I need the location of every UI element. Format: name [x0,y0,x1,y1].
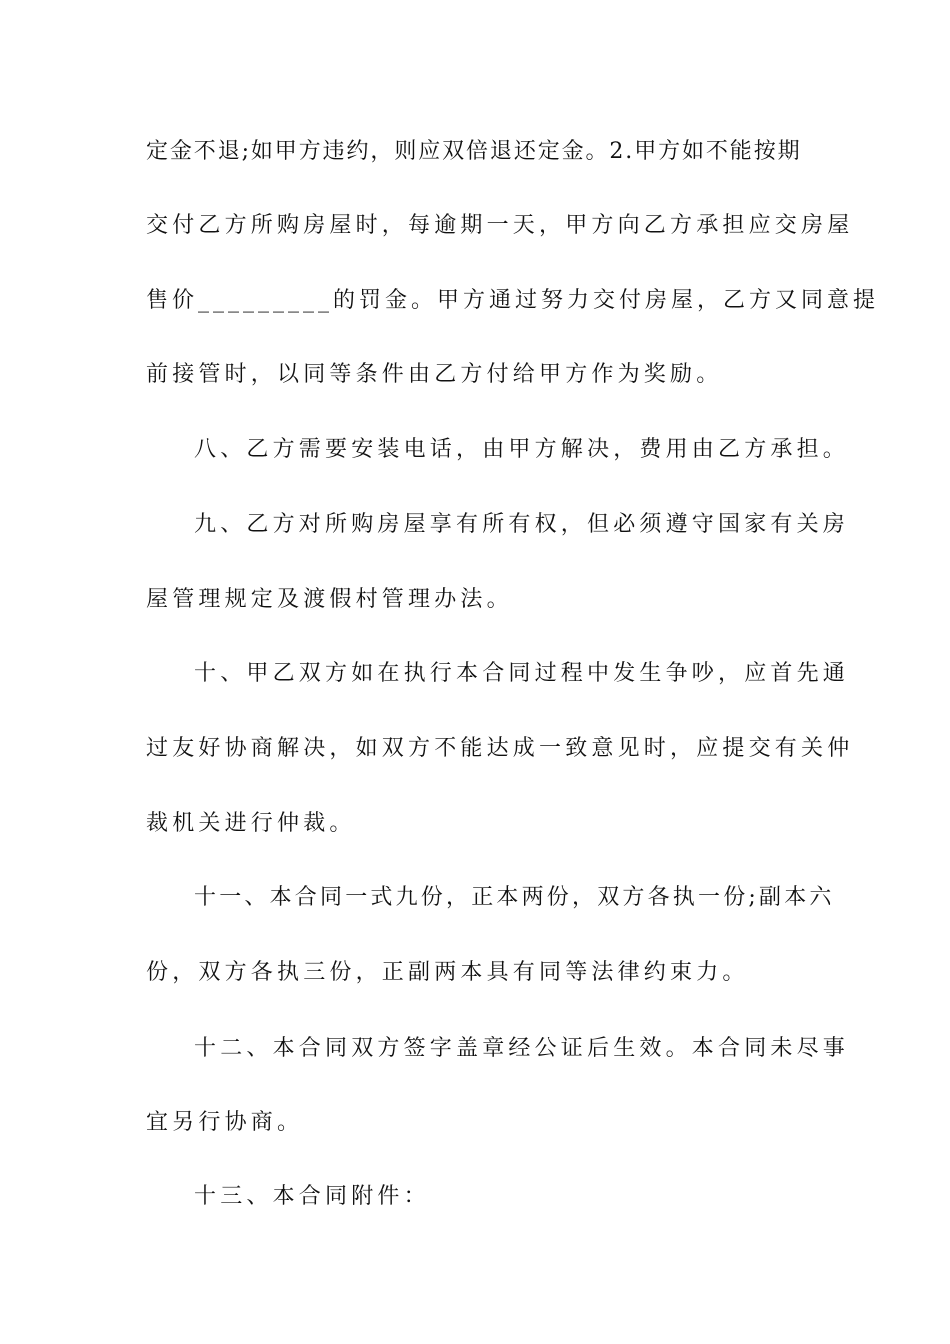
clause-12: 十二、本合同双方签字盖章经公证后生效。本合同未尽事 [194,1036,850,1061]
text-line: 售价_________的罚金。甲方通过努力交付房屋，乙方又同意提 [146,288,880,313]
text-line: 裁机关进行仲裁。 [146,811,356,836]
clause-10: 十、甲乙双方如在执行本合同过程中发生争吵，应首先通 [194,661,850,686]
text-line: 宜另行协商。 [146,1110,304,1135]
text-line: 交付乙方所购房屋时，每逾期一天，甲方向乙方承担应交房屋 [146,213,854,238]
clause-9: 九、乙方对所购房屋享有所有权，但必须遵守国家有关房 [194,512,850,537]
text-line: 屋管理规定及渡假村管理办法。 [146,587,513,612]
clause-8: 八、乙方需要安装电话，由甲方解决，费用由乙方承担。 [194,437,850,462]
text-line: 份，双方各执三份，正副两本具有同等法律约束力。 [146,960,749,985]
clause-11: 十一、本合同一式九份，正本两份，双方各执一份;副本六 [194,885,835,910]
text-line: 前接管时，以同等条件由乙方付给甲方作为奖励。 [146,362,723,387]
clause-13: 十三、本合同附件： [194,1184,430,1209]
text-line: 定金不退;如甲方违约，则应双倍退还定金。2.甲方如不能按期 [146,139,802,164]
text-line: 过友好协商解决，如双方不能达成一致意见时，应提交有关仲 [146,736,854,761]
